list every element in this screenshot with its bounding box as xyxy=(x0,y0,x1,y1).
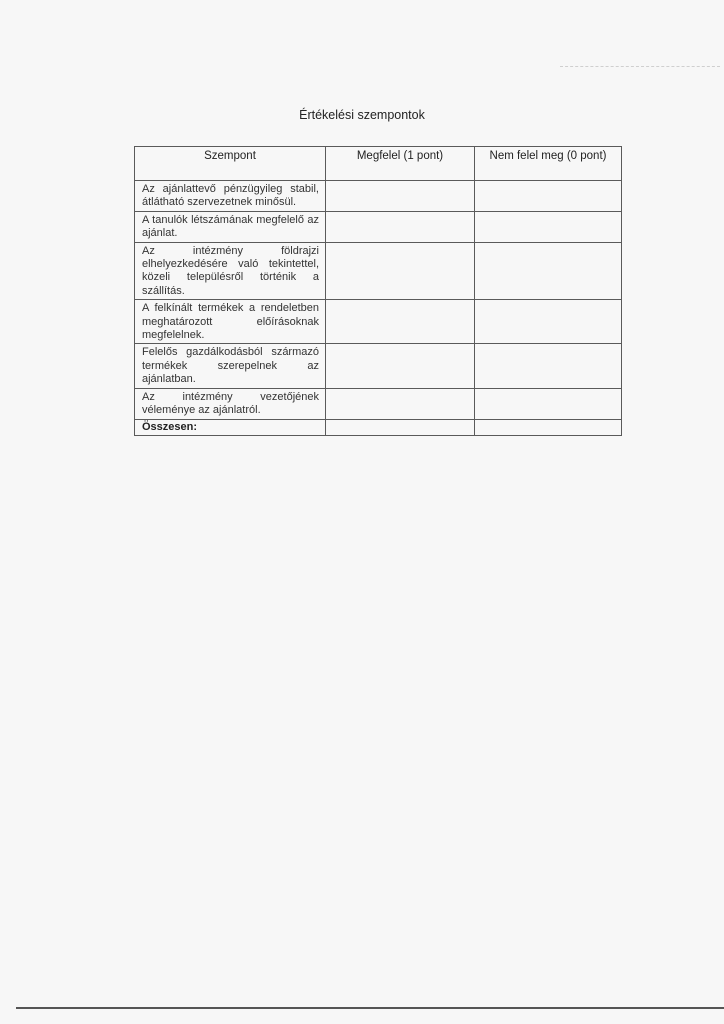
document-title: Értékelési szempontok xyxy=(299,108,425,122)
meets-cell xyxy=(326,181,475,212)
does-not-meet-cell xyxy=(475,242,622,300)
does-not-meet-cell xyxy=(475,300,622,344)
criterion-label: A tanulók létszámának megfelelő az ajánlat. xyxy=(135,211,326,242)
table-row xyxy=(135,344,622,388)
criterion-label: Az ajánlattevő pénzügyileg stabil, átlátható szervezetnek minősül. xyxy=(135,181,326,212)
meets-cell xyxy=(326,344,475,388)
table-row xyxy=(135,300,622,344)
does-not-meet-cell xyxy=(475,388,622,419)
column-header-meets: Megfelel (1 pont) xyxy=(326,147,475,181)
meets-total-cell xyxy=(326,419,475,435)
meets-cell xyxy=(326,211,475,242)
page-edge-line xyxy=(16,1007,724,1009)
criterion-label: Az intézmény földrajzi elhelyezkedésére való tekintettel, közeli településről történik a szállítás. xyxy=(135,242,326,300)
meets-cell xyxy=(326,242,475,300)
criterion-label: Az intézmény vezetőjének véleménye az ajánlatról. xyxy=(135,388,326,419)
does-not-meet-total-cell xyxy=(475,419,622,435)
table-row xyxy=(135,388,622,419)
total-label: Összesen: xyxy=(135,419,326,435)
does-not-meet-cell xyxy=(475,211,622,242)
table-row xyxy=(135,181,622,212)
column-header-criterion: Szempont xyxy=(135,147,326,181)
criterion-label: A felkínált termékek a rendeletben meghatározott előírásoknak megfelelnek. xyxy=(135,300,326,344)
column-header-does-not-meet: Nem felel meg (0 pont) xyxy=(475,147,622,181)
table-row xyxy=(135,211,622,242)
table-row xyxy=(135,242,622,300)
evaluation-criteria-table xyxy=(134,146,622,436)
does-not-meet-cell xyxy=(475,181,622,212)
meets-cell xyxy=(326,388,475,419)
does-not-meet-cell xyxy=(475,344,622,388)
scan-artifact-line xyxy=(560,66,720,68)
table-header-row xyxy=(135,147,622,181)
meets-cell xyxy=(326,300,475,344)
total-row xyxy=(135,419,622,435)
criterion-label: Felelős gazdálkodásból származó termékek szerepelnek az ajánlatban. xyxy=(135,344,326,388)
